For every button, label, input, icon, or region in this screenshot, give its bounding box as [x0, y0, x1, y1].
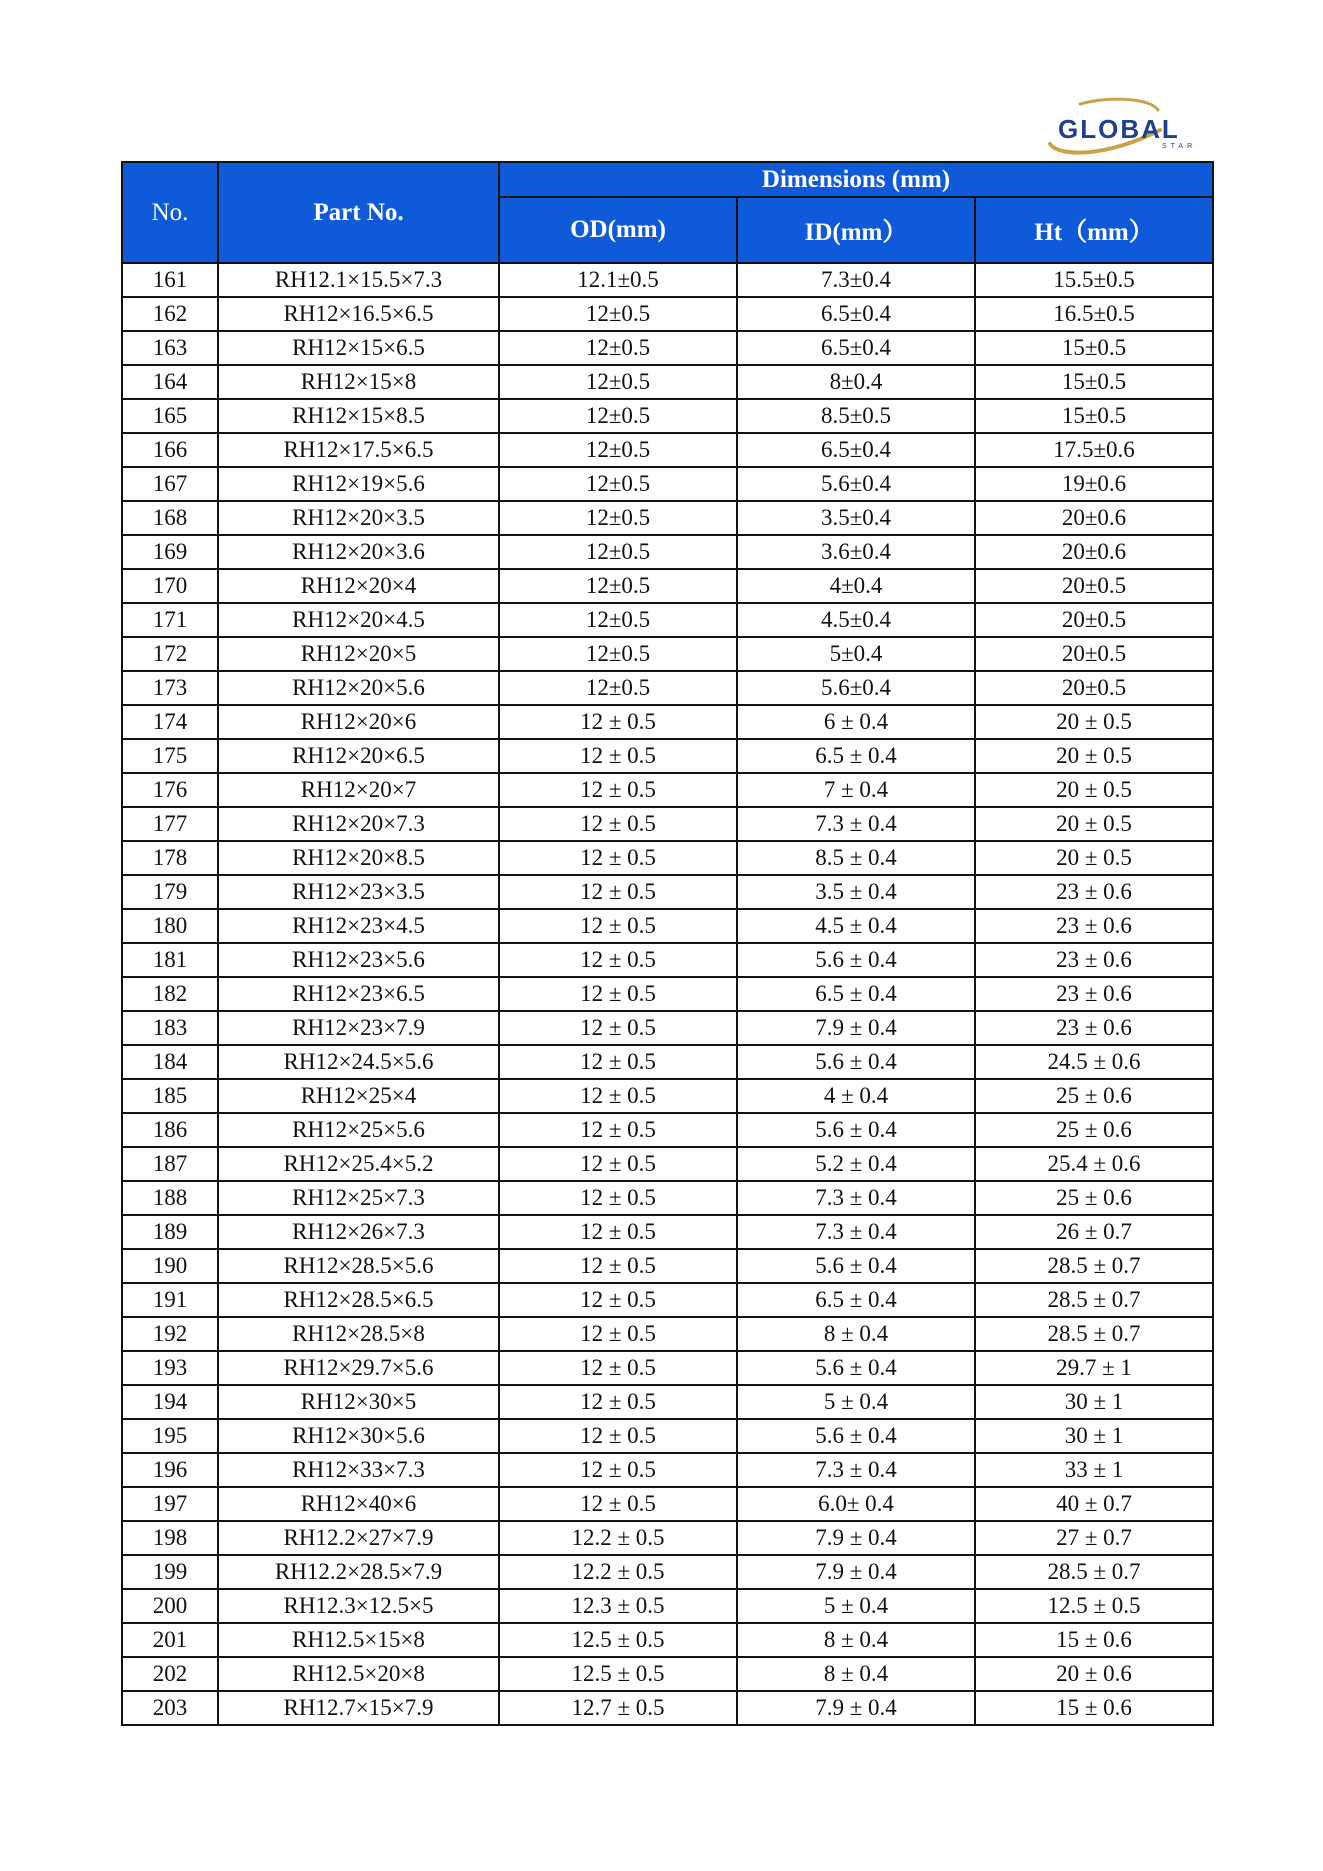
- table-row: [122, 1589, 1213, 1623]
- cell-ht: 28.5 ± 0.7: [975, 1555, 1213, 1589]
- table-row: [122, 1555, 1213, 1589]
- table-row: [122, 1351, 1213, 1385]
- cell-ht: 20 ± 0.5: [975, 841, 1213, 875]
- cell-od: 12 ± 0.5: [499, 739, 737, 773]
- cell-no: 174: [122, 705, 218, 739]
- cell-part-no: RH12×15×8: [218, 365, 499, 399]
- table-row: [122, 1045, 1213, 1079]
- cell-id: 7.9 ± 0.4: [737, 1691, 975, 1725]
- cell-ht: 29.7 ± 1: [975, 1351, 1213, 1385]
- cell-part-no: RH12×20×7.3: [218, 807, 499, 841]
- cell-ht: 25.4 ± 0.6: [975, 1147, 1213, 1181]
- cell-od: 12 ± 0.5: [499, 1419, 737, 1453]
- cell-no: 178: [122, 841, 218, 875]
- cell-id: 8 ± 0.4: [737, 1623, 975, 1657]
- cell-no: 200: [122, 1589, 218, 1623]
- table-row: [122, 1453, 1213, 1487]
- cell-part-no: RH12×20×4.5: [218, 603, 499, 637]
- cell-od: 12.3 ± 0.5: [499, 1589, 737, 1623]
- table-row: [122, 875, 1213, 909]
- cell-no: 185: [122, 1079, 218, 1113]
- cell-no: 177: [122, 807, 218, 841]
- table-row: [122, 331, 1213, 365]
- cell-part-no: RH12×30×5.6: [218, 1419, 499, 1453]
- cell-od: 12±0.5: [499, 603, 737, 637]
- cell-id: 6 ± 0.4: [737, 705, 975, 739]
- cell-id: 5.6 ± 0.4: [737, 1419, 975, 1453]
- cell-ht: 15 ± 0.6: [975, 1691, 1213, 1725]
- cell-od: 12 ± 0.5: [499, 1351, 737, 1385]
- table-row: [122, 943, 1213, 977]
- cell-od: 12 ± 0.5: [499, 875, 737, 909]
- cell-part-no: RH12×30×5: [218, 1385, 499, 1419]
- cell-od: 12 ± 0.5: [499, 1011, 737, 1045]
- cell-ht: 15 ± 0.6: [975, 1623, 1213, 1657]
- cell-id: 8 ± 0.4: [737, 1317, 975, 1351]
- table-body: [122, 263, 1213, 1725]
- cell-no: 193: [122, 1351, 218, 1385]
- table-row: [122, 1215, 1213, 1249]
- cell-ht: 40 ± 0.7: [975, 1487, 1213, 1521]
- table-row: [122, 467, 1213, 501]
- table-row: [122, 773, 1213, 807]
- cell-id: 4.5±0.4: [737, 603, 975, 637]
- cell-part-no: RH12×20×8.5: [218, 841, 499, 875]
- table-row: [122, 1113, 1213, 1147]
- cell-no: 203: [122, 1691, 218, 1725]
- cell-part-no: RH12.7×15×7.9: [218, 1691, 499, 1725]
- header-id: ID(mm）: [737, 197, 975, 263]
- cell-id: 7.3 ± 0.4: [737, 1181, 975, 1215]
- cell-no: 186: [122, 1113, 218, 1147]
- cell-no: 182: [122, 977, 218, 1011]
- cell-id: 8 ± 0.4: [737, 1657, 975, 1691]
- cell-ht: 15±0.5: [975, 331, 1213, 365]
- cell-id: 6.5 ± 0.4: [737, 739, 975, 773]
- cell-od: 12 ± 0.5: [499, 1147, 737, 1181]
- cell-no: 196: [122, 1453, 218, 1487]
- cell-ht: 20±0.5: [975, 569, 1213, 603]
- cell-id: 6.5±0.4: [737, 331, 975, 365]
- table-row: [122, 1487, 1213, 1521]
- cell-part-no: RH12×15×6.5: [218, 331, 499, 365]
- header-od: OD(mm): [499, 197, 737, 263]
- cell-part-no: RH12×23×6.5: [218, 977, 499, 1011]
- cell-part-no: RH12×20×5.6: [218, 671, 499, 705]
- table-row: [122, 637, 1213, 671]
- cell-od: 12±0.5: [499, 399, 737, 433]
- cell-no: 162: [122, 297, 218, 331]
- cell-part-no: RH12.2×27×7.9: [218, 1521, 499, 1555]
- cell-no: 164: [122, 365, 218, 399]
- cell-od: 12 ± 0.5: [499, 841, 737, 875]
- cell-id: 5.6 ± 0.4: [737, 1113, 975, 1147]
- cell-no: 192: [122, 1317, 218, 1351]
- cell-ht: 33 ± 1: [975, 1453, 1213, 1487]
- cell-no: 191: [122, 1283, 218, 1317]
- cell-part-no: RH12×16.5×6.5: [218, 297, 499, 331]
- cell-part-no: RH12×20×3.5: [218, 501, 499, 535]
- cell-part-no: RH12×24.5×5.6: [218, 1045, 499, 1079]
- cell-ht: 27 ± 0.7: [975, 1521, 1213, 1555]
- cell-od: 12.1±0.5: [499, 263, 737, 297]
- cell-no: 166: [122, 433, 218, 467]
- table-row: [122, 1691, 1213, 1725]
- cell-ht: 20±0.5: [975, 603, 1213, 637]
- cell-no: 172: [122, 637, 218, 671]
- cell-part-no: RH12×29.7×5.6: [218, 1351, 499, 1385]
- cell-od: 12.5 ± 0.5: [499, 1623, 737, 1657]
- cell-id: 8.5±0.5: [737, 399, 975, 433]
- table-row: [122, 1011, 1213, 1045]
- cell-od: 12 ± 0.5: [499, 807, 737, 841]
- cell-ht: 15±0.5: [975, 365, 1213, 399]
- table-row: [122, 705, 1213, 739]
- cell-od: 12 ± 0.5: [499, 1079, 737, 1113]
- cell-id: 3.5 ± 0.4: [737, 875, 975, 909]
- cell-part-no: RH12×20×6.5: [218, 739, 499, 773]
- table-row: [122, 671, 1213, 705]
- table-row: [122, 739, 1213, 773]
- cell-od: 12±0.5: [499, 297, 737, 331]
- cell-no: 197: [122, 1487, 218, 1521]
- cell-no: 176: [122, 773, 218, 807]
- header-ht: Ht（mm）: [975, 197, 1213, 263]
- cell-od: 12.5 ± 0.5: [499, 1657, 737, 1691]
- cell-id: 7.9 ± 0.4: [737, 1011, 975, 1045]
- cell-id: 5.6 ± 0.4: [737, 1351, 975, 1385]
- cell-od: 12±0.5: [499, 467, 737, 501]
- cell-ht: 12.5 ± 0.5: [975, 1589, 1213, 1623]
- cell-ht: 30 ± 1: [975, 1385, 1213, 1419]
- cell-od: 12 ± 0.5: [499, 1385, 737, 1419]
- cell-part-no: RH12.5×15×8: [218, 1623, 499, 1657]
- cell-part-no: RH12.1×15.5×7.3: [218, 263, 499, 297]
- cell-no: 171: [122, 603, 218, 637]
- cell-ht: 28.5 ± 0.7: [975, 1317, 1213, 1351]
- table-row: [122, 433, 1213, 467]
- cell-no: 168: [122, 501, 218, 535]
- cell-no: 170: [122, 569, 218, 603]
- cell-ht: 23 ± 0.6: [975, 977, 1213, 1011]
- cell-ht: 28.5 ± 0.7: [975, 1249, 1213, 1283]
- table-row: [122, 1657, 1213, 1691]
- cell-part-no: RH12×20×6: [218, 705, 499, 739]
- cell-id: 7.9 ± 0.4: [737, 1555, 975, 1589]
- cell-part-no: RH12×40×6: [218, 1487, 499, 1521]
- cell-part-no: RH12.3×12.5×5: [218, 1589, 499, 1623]
- table-row: [122, 807, 1213, 841]
- cell-id: 6.5 ± 0.4: [737, 1283, 975, 1317]
- table-row: [122, 841, 1213, 875]
- cell-ht: 19±0.6: [975, 467, 1213, 501]
- cell-od: 12 ± 0.5: [499, 909, 737, 943]
- cell-part-no: RH12×20×3.6: [218, 535, 499, 569]
- cell-no: 190: [122, 1249, 218, 1283]
- cell-od: 12 ± 0.5: [499, 1317, 737, 1351]
- table-row: [122, 535, 1213, 569]
- cell-part-no: RH12×28.5×6.5: [218, 1283, 499, 1317]
- cell-od: 12±0.5: [499, 637, 737, 671]
- cell-ht: 20 ± 0.5: [975, 739, 1213, 773]
- cell-od: 12 ± 0.5: [499, 1045, 737, 1079]
- cell-ht: 26 ± 0.7: [975, 1215, 1213, 1249]
- table-row: [122, 501, 1213, 535]
- cell-id: 7.3 ± 0.4: [737, 1215, 975, 1249]
- cell-od: 12 ± 0.5: [499, 1283, 737, 1317]
- cell-id: 5.6 ± 0.4: [737, 1045, 975, 1079]
- cell-ht: 25 ± 0.6: [975, 1113, 1213, 1147]
- cell-part-no: RH12×23×3.5: [218, 875, 499, 909]
- cell-od: 12±0.5: [499, 501, 737, 535]
- cell-id: 7 ± 0.4: [737, 773, 975, 807]
- table-row: [122, 297, 1213, 331]
- cell-part-no: RH12×25×5.6: [218, 1113, 499, 1147]
- cell-od: 12 ± 0.5: [499, 773, 737, 807]
- cell-ht: 24.5 ± 0.6: [975, 1045, 1213, 1079]
- cell-od: 12 ± 0.5: [499, 1453, 737, 1487]
- cell-no: 180: [122, 909, 218, 943]
- cell-id: 4±0.4: [737, 569, 975, 603]
- cell-ht: 30 ± 1: [975, 1419, 1213, 1453]
- cell-no: 163: [122, 331, 218, 365]
- cell-part-no: RH12×20×4: [218, 569, 499, 603]
- cell-no: 181: [122, 943, 218, 977]
- cell-no: 167: [122, 467, 218, 501]
- cell-no: 184: [122, 1045, 218, 1079]
- cell-od: 12±0.5: [499, 365, 737, 399]
- cell-no: 161: [122, 263, 218, 297]
- logo-name: GLOBAL: [1058, 114, 1180, 144]
- cell-ht: 15±0.5: [975, 399, 1213, 433]
- cell-od: 12 ± 0.5: [499, 1249, 737, 1283]
- cell-ht: 23 ± 0.6: [975, 875, 1213, 909]
- cell-id: 6.0± 0.4: [737, 1487, 975, 1521]
- cell-part-no: RH12×25.4×5.2: [218, 1147, 499, 1181]
- cell-no: 179: [122, 875, 218, 909]
- cell-no: 169: [122, 535, 218, 569]
- cell-id: 7.3±0.4: [737, 263, 975, 297]
- cell-od: 12 ± 0.5: [499, 705, 737, 739]
- logo-sub: STAR: [1162, 143, 1197, 150]
- cell-ht: 20 ± 0.5: [975, 807, 1213, 841]
- table-row: [122, 263, 1213, 297]
- table-row: [122, 1419, 1213, 1453]
- cell-ht: 20±0.6: [975, 501, 1213, 535]
- table-row: [122, 909, 1213, 943]
- cell-od: 12 ± 0.5: [499, 943, 737, 977]
- cell-ht: 28.5 ± 0.7: [975, 1283, 1213, 1317]
- cell-od: 12 ± 0.5: [499, 1113, 737, 1147]
- table-row: [122, 1385, 1213, 1419]
- cell-ht: 20±0.5: [975, 637, 1213, 671]
- cell-part-no: RH12×23×7.9: [218, 1011, 499, 1045]
- cell-od: 12.2 ± 0.5: [499, 1521, 737, 1555]
- cell-id: 5.6±0.4: [737, 671, 975, 705]
- cell-ht: 20±0.5: [975, 671, 1213, 705]
- header-no: No.: [122, 162, 218, 263]
- cell-part-no: RH12.5×20×8: [218, 1657, 499, 1691]
- cell-no: 189: [122, 1215, 218, 1249]
- cell-ht: 16.5±0.5: [975, 297, 1213, 331]
- cell-ht: 20±0.6: [975, 535, 1213, 569]
- cell-no: 199: [122, 1555, 218, 1589]
- cell-od: 12.2 ± 0.5: [499, 1555, 737, 1589]
- cell-id: 8±0.4: [737, 365, 975, 399]
- cell-od: 12 ± 0.5: [499, 1487, 737, 1521]
- cell-od: 12 ± 0.5: [499, 1215, 737, 1249]
- cell-id: 3.6±0.4: [737, 535, 975, 569]
- cell-part-no: RH12×20×7: [218, 773, 499, 807]
- cell-id: 7.3 ± 0.4: [737, 807, 975, 841]
- cell-id: 6.5±0.4: [737, 297, 975, 331]
- cell-id: 5 ± 0.4: [737, 1589, 975, 1623]
- cell-od: 12 ± 0.5: [499, 1181, 737, 1215]
- cell-ht: 15.5±0.5: [975, 263, 1213, 297]
- cell-part-no: RH12×23×5.6: [218, 943, 499, 977]
- cell-part-no: RH12×26×7.3: [218, 1215, 499, 1249]
- cell-ht: 20 ± 0.6: [975, 1657, 1213, 1691]
- cell-part-no: RH12×23×4.5: [218, 909, 499, 943]
- cell-part-no: RH12×20×5: [218, 637, 499, 671]
- cell-id: 5.6±0.4: [737, 467, 975, 501]
- cell-no: 183: [122, 1011, 218, 1045]
- cell-od: 12±0.5: [499, 671, 737, 705]
- table-row: [122, 1283, 1213, 1317]
- table-row: [122, 365, 1213, 399]
- table-row: [122, 1181, 1213, 1215]
- cell-id: 5.6 ± 0.4: [737, 1249, 975, 1283]
- dimensions-table: [121, 161, 1214, 1726]
- cell-id: 5.2 ± 0.4: [737, 1147, 975, 1181]
- cell-part-no: RH12×17.5×6.5: [218, 433, 499, 467]
- table-row: [122, 1147, 1213, 1181]
- cell-part-no: RH12×25×7.3: [218, 1181, 499, 1215]
- cell-id: 8.5 ± 0.4: [737, 841, 975, 875]
- cell-no: 201: [122, 1623, 218, 1657]
- cell-no: 195: [122, 1419, 218, 1453]
- header-part-no: Part No.: [218, 162, 499, 263]
- cell-ht: 23 ± 0.6: [975, 1011, 1213, 1045]
- cell-no: 194: [122, 1385, 218, 1419]
- cell-id: 6.5±0.4: [737, 433, 975, 467]
- cell-ht: 23 ± 0.6: [975, 943, 1213, 977]
- table-row: [122, 1079, 1213, 1113]
- cell-no: 173: [122, 671, 218, 705]
- cell-ht: 20 ± 0.5: [975, 705, 1213, 739]
- cell-id: 7.9 ± 0.4: [737, 1521, 975, 1555]
- table-row: [122, 1521, 1213, 1555]
- table-row: [122, 1249, 1213, 1283]
- table-row: [122, 569, 1213, 603]
- cell-id: 6.5 ± 0.4: [737, 977, 975, 1011]
- cell-id: 5 ± 0.4: [737, 1385, 975, 1419]
- cell-part-no: RH12×19×5.6: [218, 467, 499, 501]
- cell-part-no: RH12×28.5×8: [218, 1317, 499, 1351]
- cell-od: 12 ± 0.5: [499, 977, 737, 1011]
- cell-id: 4.5 ± 0.4: [737, 909, 975, 943]
- cell-id: 7.3 ± 0.4: [737, 1453, 975, 1487]
- table-row: [122, 603, 1213, 637]
- table-row: [122, 399, 1213, 433]
- table-row: [122, 977, 1213, 1011]
- cell-od: 12.7 ± 0.5: [499, 1691, 737, 1725]
- cell-od: 12±0.5: [499, 331, 737, 365]
- cell-part-no: RH12×28.5×5.6: [218, 1249, 499, 1283]
- cell-od: 12±0.5: [499, 535, 737, 569]
- cell-id: 4 ± 0.4: [737, 1079, 975, 1113]
- cell-part-no: RH12.2×28.5×7.9: [218, 1555, 499, 1589]
- cell-no: 175: [122, 739, 218, 773]
- global-star-logo: [1040, 96, 1210, 160]
- cell-no: 198: [122, 1521, 218, 1555]
- cell-id: 3.5±0.4: [737, 501, 975, 535]
- cell-no: 188: [122, 1181, 218, 1215]
- cell-part-no: RH12×15×8.5: [218, 399, 499, 433]
- cell-no: 165: [122, 399, 218, 433]
- table-row: [122, 1623, 1213, 1657]
- cell-part-no: RH12×33×7.3: [218, 1453, 499, 1487]
- cell-ht: 20 ± 0.5: [975, 773, 1213, 807]
- table-row: [122, 1317, 1213, 1351]
- cell-ht: 17.5±0.6: [975, 433, 1213, 467]
- cell-od: 12±0.5: [499, 433, 737, 467]
- header-dimensions: Dimensions (mm): [499, 162, 1213, 197]
- cell-part-no: RH12×25×4: [218, 1079, 499, 1113]
- cell-id: 5.6 ± 0.4: [737, 943, 975, 977]
- cell-ht: 25 ± 0.6: [975, 1181, 1213, 1215]
- cell-od: 12±0.5: [499, 569, 737, 603]
- cell-id: 5±0.4: [737, 637, 975, 671]
- cell-no: 187: [122, 1147, 218, 1181]
- cell-ht: 25 ± 0.6: [975, 1079, 1213, 1113]
- cell-ht: 23 ± 0.6: [975, 909, 1213, 943]
- cell-no: 202: [122, 1657, 218, 1691]
